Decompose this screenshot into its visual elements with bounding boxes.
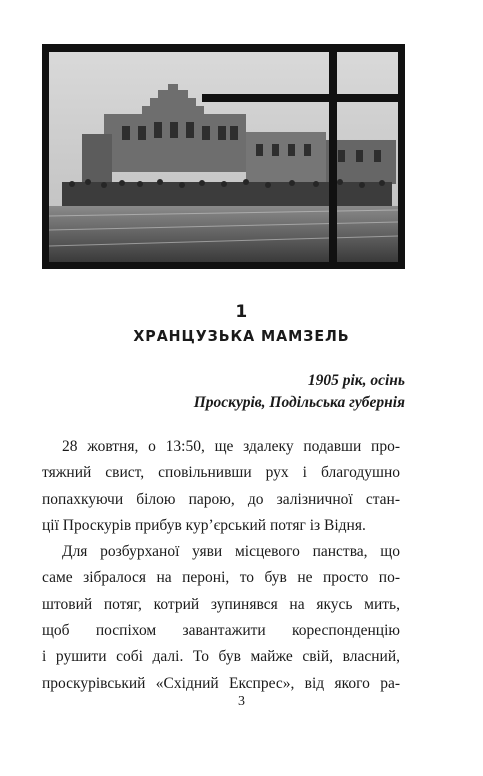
text-line: тяжний свист, сповільнивши рух і благодушно xyxy=(42,464,400,482)
text-line: і рушити собі далі. То був майже свій, власний, xyxy=(42,648,400,666)
text-line: попахкуючи білою парою, до залізничної стан- xyxy=(42,490,400,508)
epigraph-place: Проскурів, Подільська губернія xyxy=(193,394,405,411)
page-number: 3 xyxy=(238,694,245,709)
epigraph-date: 1905 рік, осінь xyxy=(307,372,405,389)
chapter-number: 1 xyxy=(235,302,248,322)
chapter-title: ХРАНЦУЗЬКА МАМЗЕЛЬ xyxy=(133,327,350,345)
text-line: проскурівський «Східний Експрес», від якого ра- xyxy=(42,674,400,692)
text-line: штовий потяг, котрий зупинявся на якусь мить, xyxy=(42,595,400,613)
text-line: ції Проскурів прибув кур’єрський потяг із Відня. xyxy=(42,516,366,534)
text-line: саме зібралося на пероні, то був не просто по- xyxy=(42,569,400,587)
text-line: 28 жовтня, о 13:50, ще здалеку подавши про- xyxy=(62,438,400,455)
epigraph xyxy=(194,370,405,414)
text-line: щоб поспіхом завантажити кореспонденцію xyxy=(42,622,400,640)
body-text xyxy=(42,434,400,697)
text-line: Для розбурханої уяви місцевого панства, що xyxy=(62,543,400,561)
railway-station-photo-icon xyxy=(42,44,405,269)
station-photo xyxy=(42,44,405,269)
